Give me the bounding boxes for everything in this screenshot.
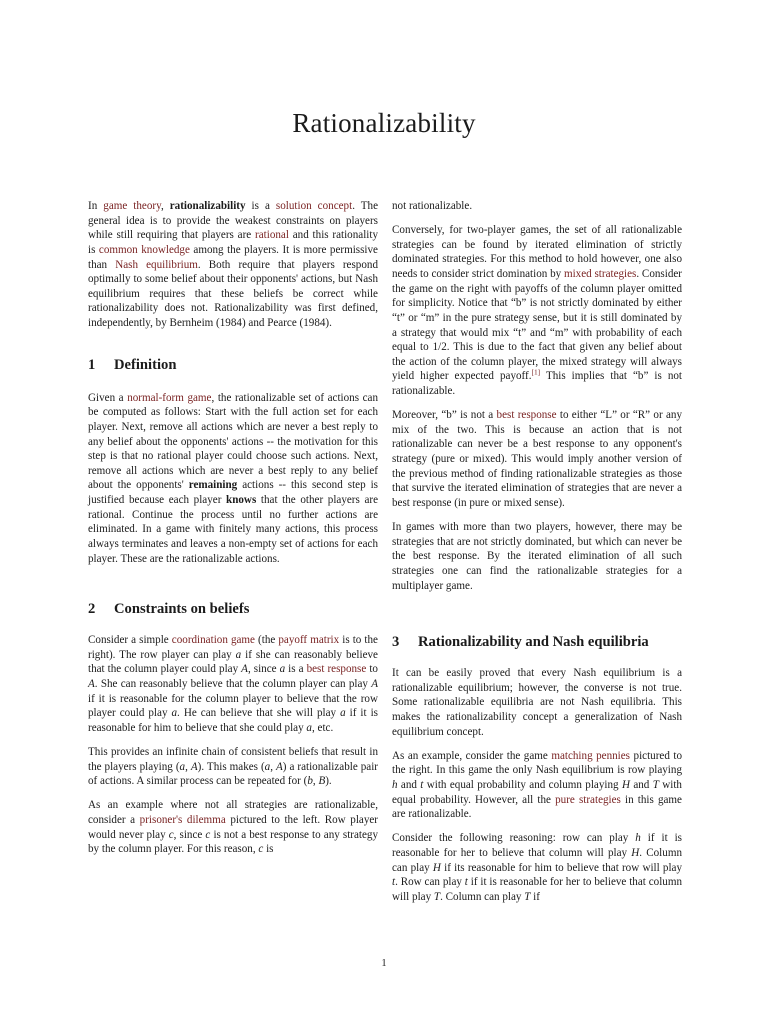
link-best-response[interactable]: best response bbox=[306, 663, 367, 676]
text-fragment: to bbox=[366, 663, 378, 676]
link-prisoners-dilemma[interactable]: prisoner's dilemma bbox=[139, 814, 226, 826]
math-var: A bbox=[371, 678, 378, 690]
citation-ref-1[interactable]: [1] bbox=[531, 367, 541, 377]
text-fragment: Consider a simple bbox=[88, 634, 172, 647]
text-fragment: is not a best response to any strategy by the column player. For this reason, bbox=[88, 828, 378, 856]
text-fragment: is a bbox=[285, 663, 307, 676]
math-var: T bbox=[433, 890, 441, 903]
math-var: a bbox=[235, 648, 242, 661]
text-fragment: , etc. bbox=[311, 721, 334, 734]
text-fragment: that the other players are rational. Continue the process until no further actions are eliminated. In a game with finitely many actions, this process always terminates and leaves a non-empty set of actions for each player. These are the rationalizable actions. bbox=[88, 494, 378, 565]
text-fragment: Consider the following reasoning: row can play bbox=[392, 832, 636, 845]
math-var: t bbox=[420, 779, 424, 791]
bold-knows: knows bbox=[226, 494, 257, 506]
paragraph-reasoning bbox=[392, 831, 682, 904]
text-fragment: . He can believe that she will play bbox=[177, 707, 341, 720]
section-title: Definition bbox=[114, 356, 177, 373]
text-fragment: is bbox=[263, 843, 274, 856]
text-fragment: , since bbox=[173, 828, 206, 841]
paragraph-conversely bbox=[392, 223, 682, 399]
paragraph-continuation: not rationalizable. bbox=[392, 200, 473, 212]
section-number: 2 bbox=[88, 601, 96, 618]
text-fragment: This provides an infinite chain of consistent beliefs that result in the players playing ( bbox=[88, 746, 378, 773]
math-var: A bbox=[88, 678, 95, 690]
text-fragment: pictured to the left. Row player would never play bbox=[88, 814, 378, 841]
link-coordination-game[interactable]: coordination game bbox=[171, 634, 255, 647]
text-fragment: ) a rationalizable pair of actions. A similar process can be repeated for ( bbox=[88, 760, 378, 788]
text-fragment: . The general idea is to provide the weakest constraints on players while still requiring that players are bbox=[88, 200, 379, 242]
paragraph-infinite-chain bbox=[88, 745, 378, 789]
link-solution-concept[interactable]: solution concept bbox=[275, 200, 353, 212]
text-fragment: Moreover, “b” is not a bbox=[392, 409, 497, 422]
text-fragment: Given a bbox=[88, 391, 128, 404]
text-fragment: if she can reasonably believe that the column player could play bbox=[88, 648, 378, 676]
link-matching-pennies[interactable]: matching pennies bbox=[551, 749, 631, 762]
math-var: a bbox=[340, 707, 346, 720]
left-column bbox=[88, 199, 378, 857]
text-fragment: if it is reasonable for her to believe that column will play bbox=[392, 832, 683, 859]
link-common-knowledge[interactable]: common knowledge bbox=[98, 243, 190, 256]
right-column bbox=[392, 199, 682, 905]
text-fragment: with equal probability and column playing bbox=[423, 779, 622, 791]
math-var: c bbox=[168, 828, 174, 841]
text-fragment: in this game are rationalizable. bbox=[392, 793, 682, 821]
section-heading-constraints bbox=[88, 600, 378, 619]
section-title: Rationalizability and Nash equilibria bbox=[418, 634, 649, 651]
link-best-response[interactable]: best response bbox=[496, 409, 557, 422]
section-number: 1 bbox=[88, 356, 96, 373]
page-number: 1 bbox=[381, 958, 387, 969]
section-heading-nash-equilibria bbox=[392, 633, 682, 652]
two-column-body bbox=[88, 199, 682, 959]
text-fragment: and this rationality is bbox=[88, 229, 378, 256]
text-fragment: among the players. It is more permissive than bbox=[88, 243, 378, 271]
text-fragment: ). This makes ( bbox=[197, 760, 265, 773]
paragraph-intro bbox=[88, 199, 378, 331]
text-fragment: pictured to the right. In this game the only Nash equilibrium is row playing bbox=[392, 749, 682, 777]
link-payoff-matrix[interactable]: payoff matrix bbox=[278, 634, 340, 647]
paragraph-prisoners-dilemma bbox=[88, 798, 378, 857]
text-fragment: As an example where not all strategies are rationalizable, consider a bbox=[88, 799, 378, 826]
paragraph-multiplayer: In games with more than two players, however, there may be strategies that are not strictly dominated, but which can never be the best response. By the iterated elimination of all such strategies one can find the rationalizable strategies for a multiplayer game. bbox=[392, 521, 682, 592]
text-fragment: In bbox=[88, 200, 104, 212]
math-var: h bbox=[392, 779, 398, 791]
paragraph-definition bbox=[88, 391, 378, 567]
math-var: T bbox=[652, 779, 659, 791]
section-title: Constraints on beliefs bbox=[114, 601, 250, 618]
text-fragment: , bbox=[185, 760, 191, 773]
section-number: 3 bbox=[392, 634, 400, 651]
text-fragment: ). bbox=[325, 775, 332, 788]
text-fragment: , bbox=[312, 775, 319, 788]
text-fragment: . Column can play bbox=[392, 847, 682, 874]
section-heading-definition bbox=[88, 356, 378, 375]
math-var: H bbox=[631, 847, 640, 859]
text-fragment: . She can reasonably believe that the column player can play bbox=[94, 678, 372, 690]
text-fragment: , the rationalizable set of actions can be computed as follows: Start with the full action set for each player. Next, remove all actions which are never a best reply to any belief about the opponents' actions -- the motivation for this step is that no rational player could choose such actions. Next, remove all actions which are never a best reply to any belief about the opponents' bbox=[88, 391, 378, 492]
math-var: c bbox=[258, 843, 264, 856]
text-fragment: if its reasonable for him to believe that row will play bbox=[440, 861, 683, 874]
text-fragment: This implies that “b” is not rationalizable. bbox=[392, 370, 682, 397]
text-fragment: . Row can play bbox=[395, 876, 465, 889]
text-fragment: actions -- this second step is justified because each player bbox=[88, 479, 378, 506]
math-var: b bbox=[307, 775, 313, 788]
text-fragment: if bbox=[530, 890, 540, 903]
math-var: H bbox=[621, 779, 630, 791]
math-var: T bbox=[524, 890, 531, 903]
text-fragment: with equal probability. However, all the bbox=[392, 779, 682, 806]
math-var: h bbox=[635, 832, 641, 845]
text-fragment: As an example, consider the game bbox=[392, 749, 552, 762]
link-nash-equilibrium[interactable]: Nash equilibrium bbox=[115, 258, 198, 271]
text-fragment: to either “L” or “R” or any mix of the two. This is because an action that is not rationalizable can never be a best response to any opponent's strategy (pure or mixed). This would imply another version of the previous method of finding rationalizable strategies as those that survive the iterated elimination of strategies that are never a best response (in pure or mixed sense). bbox=[392, 409, 682, 509]
text-fragment: , bbox=[270, 760, 276, 773]
text-fragment: Conversely, for two-player games, the set of all rationalizable strategies can be found by iterated elimination of strictly dominated strategies. For this method to hold however, one also needs to consider strict domination by bbox=[392, 224, 682, 280]
math-var: c bbox=[205, 828, 211, 841]
link-rational[interactable]: rational bbox=[255, 229, 289, 242]
text-fragment: if it is reasonable for the column player to believe that the row player could play bbox=[88, 692, 378, 720]
text-fragment: , since bbox=[247, 663, 280, 676]
text-fragment: . Consider the game on the right with payoffs of the column player omitted for simplicity. Notice that “b” is not strictly dominated by either “t” or “m” in the pure strategy sense, but it is still dominated by a strategy that would mix “t” and “m” with probability of each equal to 1/2. This is due to the fact that given any belief about the action of the column player, the mixed strategy will always yield higher expected payoff. bbox=[392, 268, 682, 383]
link-pure-strategies[interactable]: pure strategies bbox=[555, 793, 621, 806]
text-fragment: is to the right). The row player can play bbox=[88, 634, 378, 661]
paragraph-proved: It can be easily proved that every Nash equilibrium is a rationalizable equilibrium; however, the converse is not true. Some rationalizable equilibria are not Nash equilibria. This makes the rationalizability concept a generalization of Nash equilibrium concept. bbox=[392, 667, 682, 738]
math-var: a bbox=[264, 760, 271, 773]
math-var: A bbox=[276, 760, 283, 773]
paragraph-moreover bbox=[392, 408, 682, 510]
text-fragment: . Column can play bbox=[440, 890, 525, 903]
paragraph-matching-pennies bbox=[392, 749, 682, 822]
bold-rationalizability: rationalizability bbox=[169, 200, 246, 212]
page-title: Rationalizability bbox=[292, 108, 476, 138]
link-normal-form-game[interactable]: normal-form game bbox=[127, 391, 212, 404]
text-fragment: , bbox=[160, 200, 170, 212]
text-fragment: is a bbox=[245, 200, 276, 212]
math-var: A bbox=[241, 663, 248, 676]
bold-remaining: remaining bbox=[188, 479, 238, 492]
text-fragment: if it is reasonable for him to believe that she could play bbox=[88, 707, 378, 734]
math-var: A bbox=[190, 760, 198, 773]
math-var: a bbox=[306, 721, 312, 734]
math-var: B bbox=[318, 775, 326, 788]
link-mixed-strategies[interactable]: mixed strategies bbox=[563, 268, 637, 280]
math-var: a bbox=[171, 707, 178, 720]
link-game-theory[interactable]: game theory bbox=[103, 200, 161, 212]
text-fragment: and bbox=[397, 779, 421, 791]
math-var: t bbox=[464, 876, 468, 889]
text-fragment: (the bbox=[254, 634, 279, 647]
text-fragment: and bbox=[629, 779, 653, 791]
math-var: a bbox=[279, 663, 286, 676]
math-var: t bbox=[392, 876, 396, 889]
math-var: a bbox=[179, 760, 186, 773]
text-fragment: if it is reasonable for her to believe that column will play bbox=[392, 876, 682, 903]
math-var: H bbox=[432, 861, 441, 874]
text-fragment: . Both require that players respond optimally to some belief about their opponents' actions, but Nash equilibrium requires that these beliefs be correct while rationalizability does not. Rationalizability was first defined, independently, by Bernheim (1984) and Pearce (1984). bbox=[88, 258, 378, 329]
paragraph-coordination-game bbox=[88, 633, 378, 735]
